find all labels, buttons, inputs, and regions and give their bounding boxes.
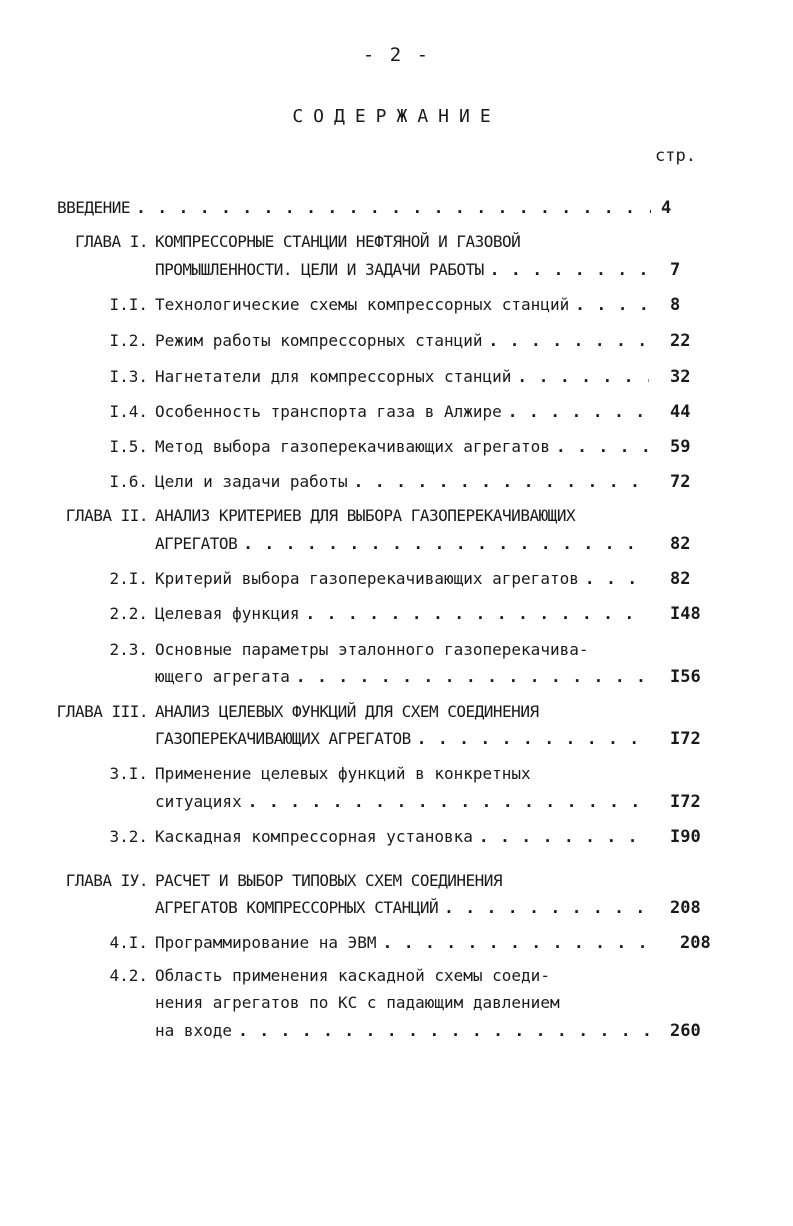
toc-entry-title: Цели и задачи работы [155, 472, 348, 491]
toc-entry-page: 44 [670, 402, 691, 422]
dot-leader [296, 666, 649, 688]
toc-entry-page: 208 [670, 898, 701, 918]
toc-entry-page: I72 [670, 792, 701, 812]
toc-section-line [155, 666, 655, 688]
toc-chapter-line [155, 505, 575, 527]
toc-section-line [155, 568, 655, 590]
toc-entry-page: 8 [670, 295, 681, 315]
toc-chapter-number: ГЛАВА III. [56, 702, 148, 721]
dot-leader [248, 791, 649, 813]
toc-chapter-line [155, 870, 502, 892]
toc-entry-page: 260 [670, 1021, 701, 1041]
dot-leader [417, 728, 649, 750]
dot-leader [489, 330, 649, 352]
toc-entry-title: АГРЕГАТОВ [155, 534, 238, 553]
toc-entry-page: I48 [670, 604, 701, 624]
toc-entry-page: 32 [670, 367, 691, 387]
toc-entry-page: I72 [670, 729, 701, 749]
toc-section-number: 4.I. [109, 933, 148, 952]
toc-entry-intro [57, 197, 657, 219]
toc-entry-title: на входе [155, 1021, 233, 1040]
toc-entry-title: ГАЗОПЕРЕКАЧИВАЮЩИХ АГРЕГАТОВ [155, 729, 411, 748]
toc-entry-title: ющего агрегата [155, 667, 290, 686]
toc-section-number: I.6. [109, 472, 148, 491]
toc-entry-page: 7 [670, 260, 681, 280]
toc-entry-page: I90 [670, 827, 701, 847]
toc-entry-title: АГРЕГАТОВ КОМПРЕССОРНЫХ СТАНЦИЙ [155, 898, 439, 917]
toc-entry-title: Область применения каскадной схемы соеди- [155, 966, 550, 985]
toc-section-line [155, 826, 655, 848]
dot-leader [383, 932, 659, 954]
toc-section-line [155, 965, 550, 987]
toc-entry-title: Особенность транспорта газа в Алжире [155, 402, 502, 421]
toc-chapter-number: ГЛАВА I. [74, 232, 148, 251]
toc-chapter-line [155, 533, 655, 555]
toc-entry-title: Метод выбора газоперекачивающих агрегатов [155, 437, 550, 456]
toc-chapter-number: ГЛАВА II. [65, 506, 148, 525]
toc-entry-title: КОМПРЕССОРНЫЕ СТАНЦИИ НЕФТЯНОЙ И ГАЗОВОЙ [155, 232, 521, 251]
toc-section-line [155, 791, 655, 813]
dot-leader [490, 259, 649, 281]
toc-section-line [155, 1020, 655, 1042]
toc-section-line [155, 763, 531, 785]
dot-leader [238, 1020, 649, 1042]
toc-entry-page: 22 [670, 331, 691, 351]
toc-entry-page: 72 [670, 472, 691, 492]
dot-leader [556, 436, 649, 458]
page-column-label: стр. [655, 146, 696, 166]
toc-entry-page: 59 [670, 437, 691, 457]
toc-section-number: 4.2. [109, 966, 148, 985]
toc-entry-title: ПРОМЫШЛЕННОСТИ. ЦЕЛИ И ЗАДАЧИ РАБОТЫ [155, 260, 484, 279]
dot-leader [585, 568, 649, 590]
toc-section-number: 2.I. [109, 569, 148, 588]
dot-leader [517, 366, 649, 388]
toc-entry-page: 4 [661, 198, 672, 218]
toc-entry-page: 82 [670, 569, 691, 589]
toc-chapter-line [155, 259, 655, 281]
toc-section-number: 2.3. [109, 640, 148, 659]
dot-leader [243, 533, 649, 555]
toc-chapter-line [155, 897, 655, 919]
dot-leader [444, 897, 649, 919]
toc-entry-title: ситуациях [155, 792, 242, 811]
toc-entry-title: Целевая функция [155, 604, 300, 623]
page-number: - 2 - [362, 44, 431, 66]
toc-chapter-line [155, 701, 539, 723]
toc-entry-title: Применение целевых функций в конкретных [155, 764, 531, 783]
toc-entry-title: АНАЛИЗ КРИТЕРИЕВ ДЛЯ ВЫБОРА ГАЗОПЕРЕКАЧИВАЮЩИХ [155, 506, 576, 525]
dot-leader [136, 197, 651, 219]
toc-section-line [155, 401, 655, 423]
toc-entry-title: АНАЛИЗ ЦЕЛЕВЫХ ФУНКЦИЙ ДЛЯ СХЕМ СОЕДИНЕНИЯ [155, 702, 539, 721]
toc-section-number: 2.2. [109, 604, 148, 623]
toc-entry-title: Технологические схемы компрессорных станций [155, 295, 570, 314]
toc-entry-title: нения агрегатов по КС с падающим давлением [155, 993, 560, 1012]
toc-section-line [155, 330, 655, 352]
toc-entry-title: Нагнетатели для компрессорных станций [155, 367, 512, 386]
toc-entry-title: Режим работы компрессорных станций [155, 331, 483, 350]
toc-section-line [155, 471, 655, 493]
toc-section-number: I.3. [109, 367, 148, 386]
toc-section-number: I.I. [109, 295, 148, 314]
toc-section-number: I.2. [109, 331, 148, 350]
toc-section-line [155, 932, 665, 954]
toc-entry-page: I56 [670, 667, 701, 687]
toc-section-number: I.4. [109, 402, 148, 421]
toc-section-line [155, 436, 655, 458]
toc-section-number: 3.2. [109, 827, 148, 846]
toc-chapter-line [155, 231, 520, 253]
toc-title: СОДЕРЖАНИЕ [292, 106, 501, 127]
toc-section-line [155, 639, 588, 661]
toc-entry-title: Основные параметры эталонного газоперекачива- [155, 640, 589, 659]
toc-entry-title: РАСЧЕТ И ВЫБОР ТИПОВЫХ СХЕМ СОЕДИНЕНИЯ [155, 871, 503, 890]
toc-section-line [155, 366, 655, 388]
dot-leader [306, 603, 650, 625]
toc-entry-title: Критерий выбора газоперекачивающих агрегатов [155, 569, 579, 588]
toc-chapter-number: ГЛАВА IУ. [65, 871, 148, 890]
toc-entry-title: Программирование на ЭВМ [155, 933, 377, 952]
toc-entry-title: ВВЕДЕНИЕ [57, 198, 131, 217]
dot-leader [354, 471, 649, 493]
dot-leader [508, 401, 649, 423]
toc-entry-page: 82 [670, 534, 691, 554]
toc-section-line [155, 294, 655, 316]
toc-section-line [155, 603, 655, 625]
dot-leader [575, 294, 649, 316]
toc-entry-page: 208 [680, 933, 711, 953]
toc-section-number: 3.I. [109, 764, 148, 783]
toc-chapter-line [155, 728, 655, 750]
dot-leader [479, 826, 649, 848]
toc-section-line [155, 992, 560, 1014]
toc-entry-title: Каскадная компрессорная установка [155, 827, 473, 846]
toc-section-number: I.5. [109, 437, 148, 456]
